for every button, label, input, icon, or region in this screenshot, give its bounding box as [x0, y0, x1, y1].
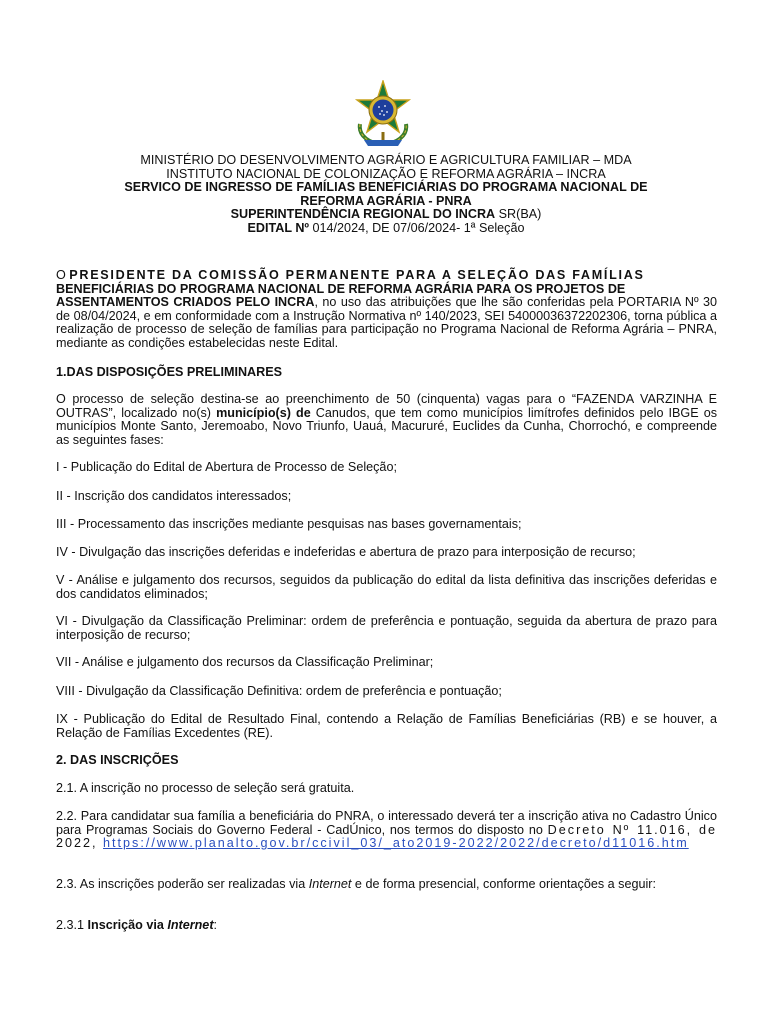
phase-4: IV - Divulgação das inscrições deferidas e indeferidas e abertura de prazo para interposição de recurso;: [56, 545, 636, 559]
phase-3: III - Processamento das inscrições mediante pesquisas nas bases governamentais;: [56, 517, 522, 531]
institute-line: INSTITUTO NACIONAL DE COLONIZAÇÃO E REFORMA AGRÁRIA – INCRA: [166, 166, 606, 181]
phase-8: VIII - Divulgação da Classificação Definitiva: ordem de preferência e pontuação;: [56, 684, 502, 698]
phase-1: I - Publicação do Edital de Abertura de Processo de Seleção;: [56, 460, 397, 474]
section-1-paragraph: O processo de seleção destina-se ao preenchimento de 50 (cinquenta) vagas para o “FAZENDA VARZINHA E OUTRAS”, localizado no(s) município(s) de Canudos, que tem como municípios limítrofes definidos pelo IBGE os municípios Monte Santo, Jeremoabo, Novo Triunfo, Uauá, Macururé, Euclides da Cunha, Chorrochó, e compreende as seguintes fases:: [56, 392, 717, 447]
intro-paragraph: O PRESIDENTE DA COMISSÃO PERMANENTE PARA A SELEÇÃO DAS FAMÍLIAS BENEFICIÁRIAS DO PROGRAMA NACIONAL DE REFORMA AGRÁRIA PARA OS PROJETOS DE ASSENTAMENTOS CRIADOS PELO INCRA, no uso das atribuições que lhe são conferidas pela PORTARIA Nº 30 de 08/04/2024, e em conformidade com a Instrução Normativa nº 140/2023, SEI 54000036372202306, torna pública a realização de processo de seleção de famílias para participação no Programa Nacional de Reforma Agrária – PNRA, mediante as condições estabelecidas neste Edital.: [56, 268, 717, 350]
coat-of-arms-emblem: [352, 80, 414, 150]
superintendency-line: SUPERINTENDÊNCIA REGIONAL DO INCRA SR(BA): [230, 207, 542, 222]
edital-line: EDITAL Nº 014/2024, DE 07/06/2024- 1ª Seleção: [247, 220, 525, 235]
section-1-title: 1.DAS DISPOSIÇÕES PRELIMINARES: [56, 365, 283, 379]
paragraph-2-1: 2.1. A inscrição no processo de seleção será gratuita.: [56, 781, 355, 795]
paragraph-2-3: 2.3. As inscrições poderão ser realizadas via Internet e de forma presencial, conforme orientações a seguir:: [56, 877, 656, 891]
service-line: SERVICO DE INGRESSO DE FAMÍLIAS BENEFICIÁRIAS DO PROGRAMA NACIONAL DE: [124, 180, 648, 195]
phase-6: VI - Divulgação da Classificação Preliminar: ordem de preferência e pontuação, seguida da abertura de prazo para interposição de recurso;: [56, 614, 717, 642]
phase-9: IX - Publicação do Edital de Resultado Final, contendo a Relação de Famílias Beneficiárias (RB) e se houver, a Relação de Famílias Excedentes (RE).: [56, 712, 717, 740]
service-line-2: REFORMA AGRÁRIA - PNRA: [300, 193, 472, 208]
decree-link[interactable]: https://www.planalto.gov.br/ccivil_03/_ato2019-2022/2022/decreto/d11016.htm: [103, 836, 689, 851]
document-header: [56, 154, 716, 236]
ministry-line: MINISTÉRIO DO DESENVOLVIMENTO AGRÁRIO E AGRICULTURA FAMILIAR – MDA: [140, 153, 632, 167]
phase-5: V - Análise e julgamento dos recursos, seguidos da publicação do edital da lista definitiva das inscrições deferidas e dos candidatos eliminados;: [56, 573, 717, 601]
paragraph-2-3-1: 2.3.1 Inscrição via Internet:: [56, 918, 218, 932]
phase-7: VII - Análise e julgamento dos recursos da Classificação Preliminar;: [56, 655, 434, 669]
phase-2: II - Inscrição dos candidatos interessados;: [56, 489, 292, 503]
decree-reference: Decreto Nº 11.016, de 2022,: [56, 822, 717, 851]
intro-bold-heading: PRESIDENTE DA COMISSÃO PERMANENTE PARA A SELEÇÃO DAS FAMÍLIAS: [69, 268, 645, 282]
section-2-title: 2. DAS INSCRIÇÕES: [56, 753, 179, 767]
paragraph-2-2: 2.2. Para candidatar sua família a beneficiária do PNRA, o interessado deverá ter a inscrição ativa no Cadastro Único para Programas Sociais do Governo Federal - CadÚnico, nos termos do disposto no Decreto Nº 11.016, de 2022, https://www.planalto.gov.br/ccivil_03/_ato2019-2022/2022/decreto/d11016.htm: [56, 809, 717, 851]
